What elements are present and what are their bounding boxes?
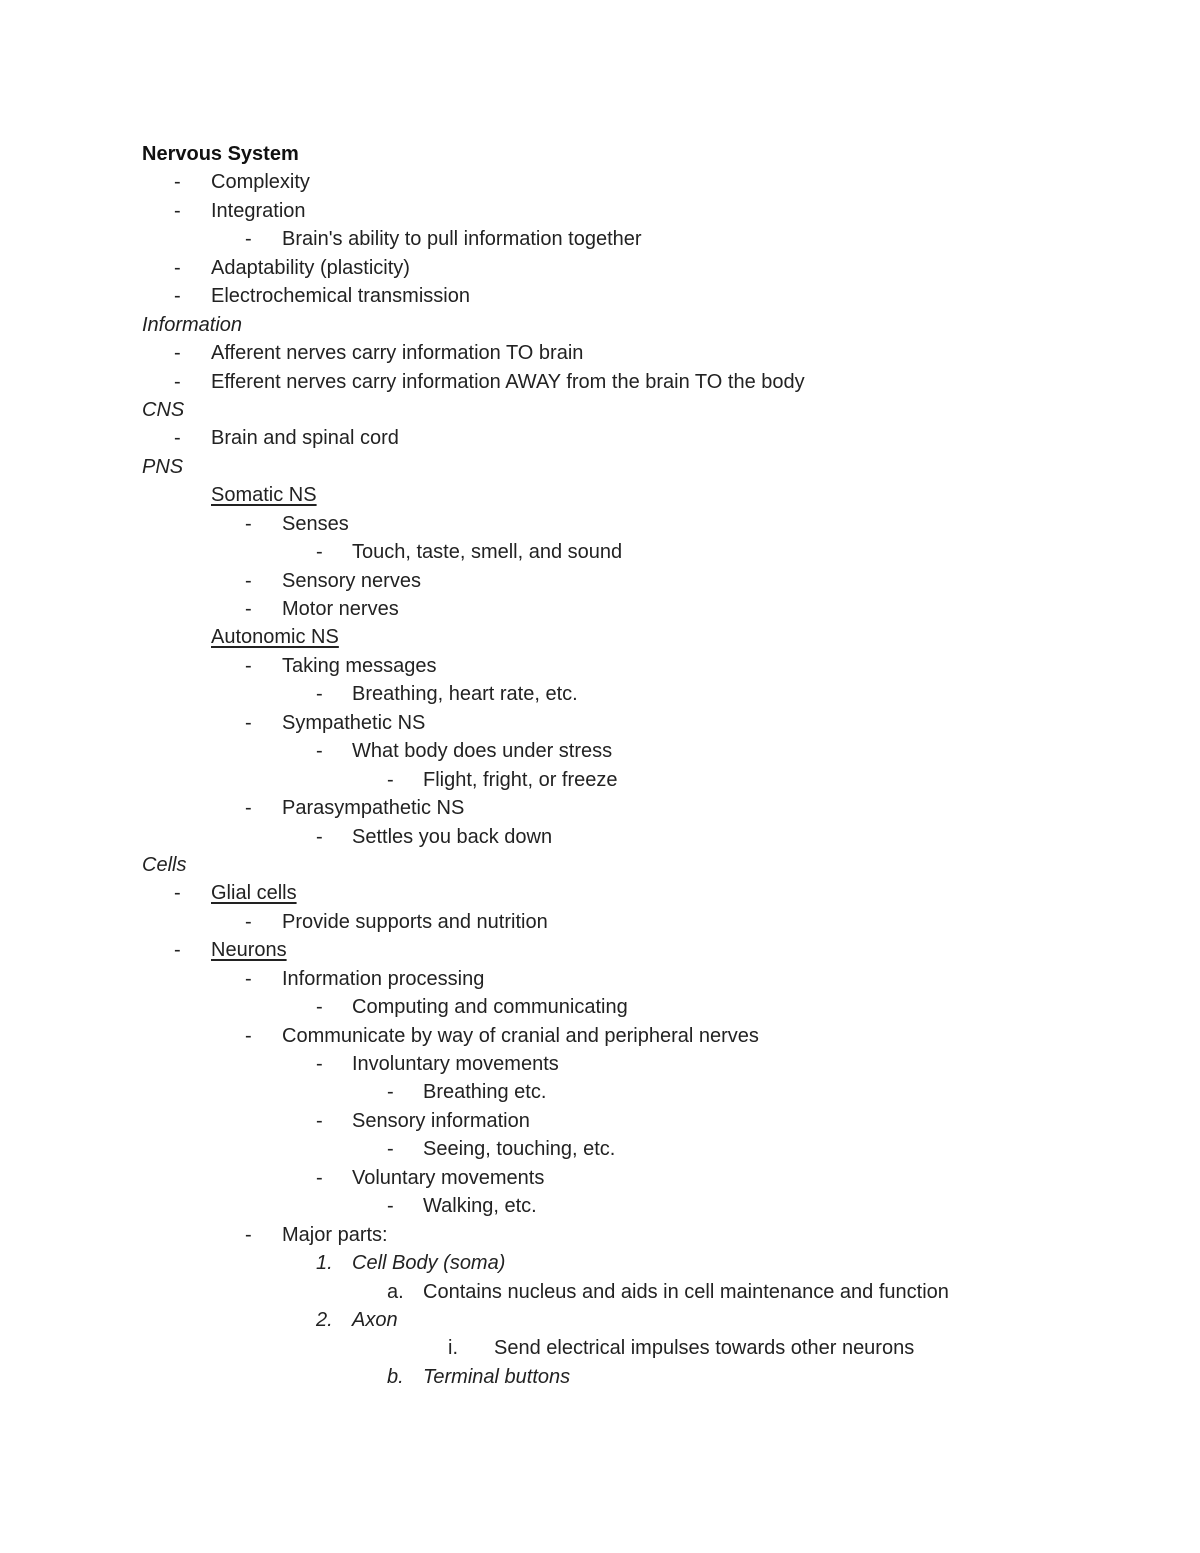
list-item: [0, 595, 1200, 623]
bullet-dash: -: [174, 939, 181, 962]
list-item-text: Settles you back down: [352, 825, 553, 848]
bullet-dash: -: [245, 967, 252, 990]
list-item: [0, 538, 1200, 566]
list-item: [0, 737, 1200, 765]
list-item-text: Computing and communicating: [352, 996, 628, 1019]
list-item-text: Senses: [282, 512, 349, 535]
list-item-text: Contains nucleus and aids in cell maintenance and function: [423, 1280, 949, 1303]
list-item-text: Brain and spinal cord: [211, 427, 399, 450]
list-item-text: Parasympathetic NS: [282, 797, 465, 820]
list-item: [0, 680, 1200, 708]
lettered-item: [0, 1278, 1200, 1306]
list-item: [0, 368, 1200, 396]
subsection-heading-somatic: [0, 481, 1200, 509]
list-item: [0, 1022, 1200, 1050]
subsection-heading-autonomic: [0, 623, 1200, 651]
section-heading: PNS: [142, 455, 184, 478]
section-heading: CNS: [142, 398, 185, 421]
subsection-heading: Somatic NS: [211, 484, 317, 507]
bullet-dash: -: [245, 797, 252, 820]
list-item-text: Flight, fright, or freeze: [423, 768, 618, 791]
list-item-text: Send electrical impulses towards other neurons: [494, 1337, 915, 1360]
list-item: [0, 1078, 1200, 1106]
list-item: [0, 908, 1200, 936]
list-item-text: Sensory nerves: [282, 569, 421, 592]
lettered-item: [0, 1363, 1200, 1391]
bullet-dash: -: [245, 910, 252, 933]
list-item: [0, 567, 1200, 595]
bullet-dash: -: [174, 256, 181, 279]
section-heading-pns: [0, 453, 1200, 481]
list-item-text: Cell Body (soma): [352, 1252, 506, 1275]
subsection-heading: Autonomic NS: [211, 626, 339, 649]
list-item-text: Breathing, heart rate, etc.: [352, 683, 578, 706]
number-marker: 2.: [316, 1308, 333, 1331]
list-item-text: Terminal buttons: [423, 1365, 571, 1388]
bullet-dash: -: [245, 1024, 252, 1047]
bullet-dash: -: [245, 598, 252, 620]
bullet-dash: -: [245, 228, 252, 251]
section-heading-cns: [0, 396, 1200, 424]
list-item: [0, 993, 1200, 1021]
list-item-text: Communicate by way of cranial and peripheral nerves: [282, 1024, 759, 1047]
list-item-text: Sensory information: [352, 1109, 530, 1132]
list-item: [0, 254, 1200, 282]
bullet-dash: -: [387, 1138, 394, 1161]
list-item: [0, 424, 1200, 452]
list-item-text: Provide supports and nutrition: [282, 910, 548, 933]
list-item-text: Voluntary movements: [352, 1166, 545, 1189]
list-item-text: Afferent nerves carry information TO brain: [211, 342, 584, 365]
list-item-text: Glial cells: [211, 882, 297, 905]
list-item-text: Integration: [211, 199, 306, 222]
list-item: [0, 168, 1200, 196]
bullet-dash: -: [316, 683, 323, 706]
document-page: [0, 140, 1200, 1391]
list-item-text: Touch, taste, smell, and sound: [352, 541, 623, 564]
list-item-text: Walking, etc.: [423, 1195, 537, 1218]
bullet-dash: -: [245, 569, 252, 592]
list-item-text: Motor nerves: [282, 598, 399, 620]
list-item-text: Seeing, touching, etc.: [423, 1138, 616, 1161]
list-item: [0, 1192, 1200, 1220]
section-heading-information: [0, 311, 1200, 339]
bullet-dash: -: [387, 1195, 394, 1218]
list-item: [0, 225, 1200, 253]
list-item: [0, 1221, 1200, 1249]
section-heading: Information: [142, 313, 243, 336]
list-item-text: Involuntary movements: [352, 1053, 559, 1075]
roman-item: [0, 1334, 1200, 1362]
list-item-text: Taking messages: [282, 654, 437, 677]
bullet-dash: -: [174, 342, 181, 365]
bullet-dash: -: [174, 427, 181, 450]
list-item-text: What body does under stress: [352, 740, 613, 763]
list-item-text: Adaptability (plasticity): [211, 256, 410, 279]
list-item: [0, 936, 1200, 964]
bullet-dash: -: [174, 285, 181, 308]
list-item: [0, 1107, 1200, 1135]
numbered-item: [0, 1306, 1200, 1334]
list-item-text: Breathing etc.: [423, 1081, 547, 1104]
list-item-text: Information processing: [282, 967, 485, 990]
list-item-text: Axon: [352, 1308, 398, 1331]
list-item-text: Efferent nerves carry information AWAY from the brain TO the body: [211, 370, 805, 393]
bullet-dash: -: [316, 1053, 323, 1075]
list-item: [0, 1135, 1200, 1163]
bullet-dash: -: [174, 370, 181, 393]
list-item-text: Sympathetic NS: [282, 711, 426, 734]
bullet-dash: -: [316, 1166, 323, 1189]
section-heading-cells: [0, 851, 1200, 879]
list-item: [0, 282, 1200, 310]
roman-marker: i.: [448, 1337, 458, 1360]
title-line: [0, 140, 1200, 168]
bullet-dash: -: [245, 1223, 252, 1246]
bullet-dash: -: [387, 768, 394, 791]
bullet-dash: -: [245, 654, 252, 677]
list-item: [0, 510, 1200, 538]
list-item: [0, 339, 1200, 367]
list-item: [0, 766, 1200, 794]
list-item: [0, 1164, 1200, 1192]
list-item: [0, 709, 1200, 737]
list-item-text: Brain's ability to pull information together: [282, 228, 642, 251]
list-item-text: Major parts:: [282, 1223, 388, 1246]
letter-marker: b.: [387, 1365, 404, 1388]
bullet-dash: -: [174, 171, 181, 194]
bullet-dash: -: [245, 512, 252, 535]
list-item: [0, 879, 1200, 907]
bullet-dash: -: [174, 199, 181, 222]
list-item-text: Complexity: [211, 171, 310, 194]
bullet-dash: -: [387, 1081, 394, 1104]
bullet-dash: -: [316, 825, 323, 848]
list-item: [0, 823, 1200, 851]
bullet-dash: -: [316, 740, 323, 763]
bullet-dash: -: [316, 1109, 323, 1132]
list-item: [0, 794, 1200, 822]
bullet-dash: -: [174, 882, 181, 905]
bullet-dash: -: [316, 541, 323, 564]
letter-marker: a.: [387, 1280, 404, 1303]
list-item: [0, 965, 1200, 993]
list-item: [0, 197, 1200, 225]
bullet-dash: -: [245, 711, 252, 734]
numbered-item: [0, 1249, 1200, 1277]
bullet-dash: -: [316, 996, 323, 1019]
document-title: Nervous System: [142, 143, 299, 165]
list-item-text: Neurons: [211, 939, 287, 962]
list-item-text: Electrochemical transmission: [211, 285, 470, 308]
number-marker: 1.: [316, 1252, 333, 1275]
list-item: [0, 652, 1200, 680]
section-heading: Cells: [142, 853, 187, 876]
list-item: [0, 1050, 1200, 1078]
